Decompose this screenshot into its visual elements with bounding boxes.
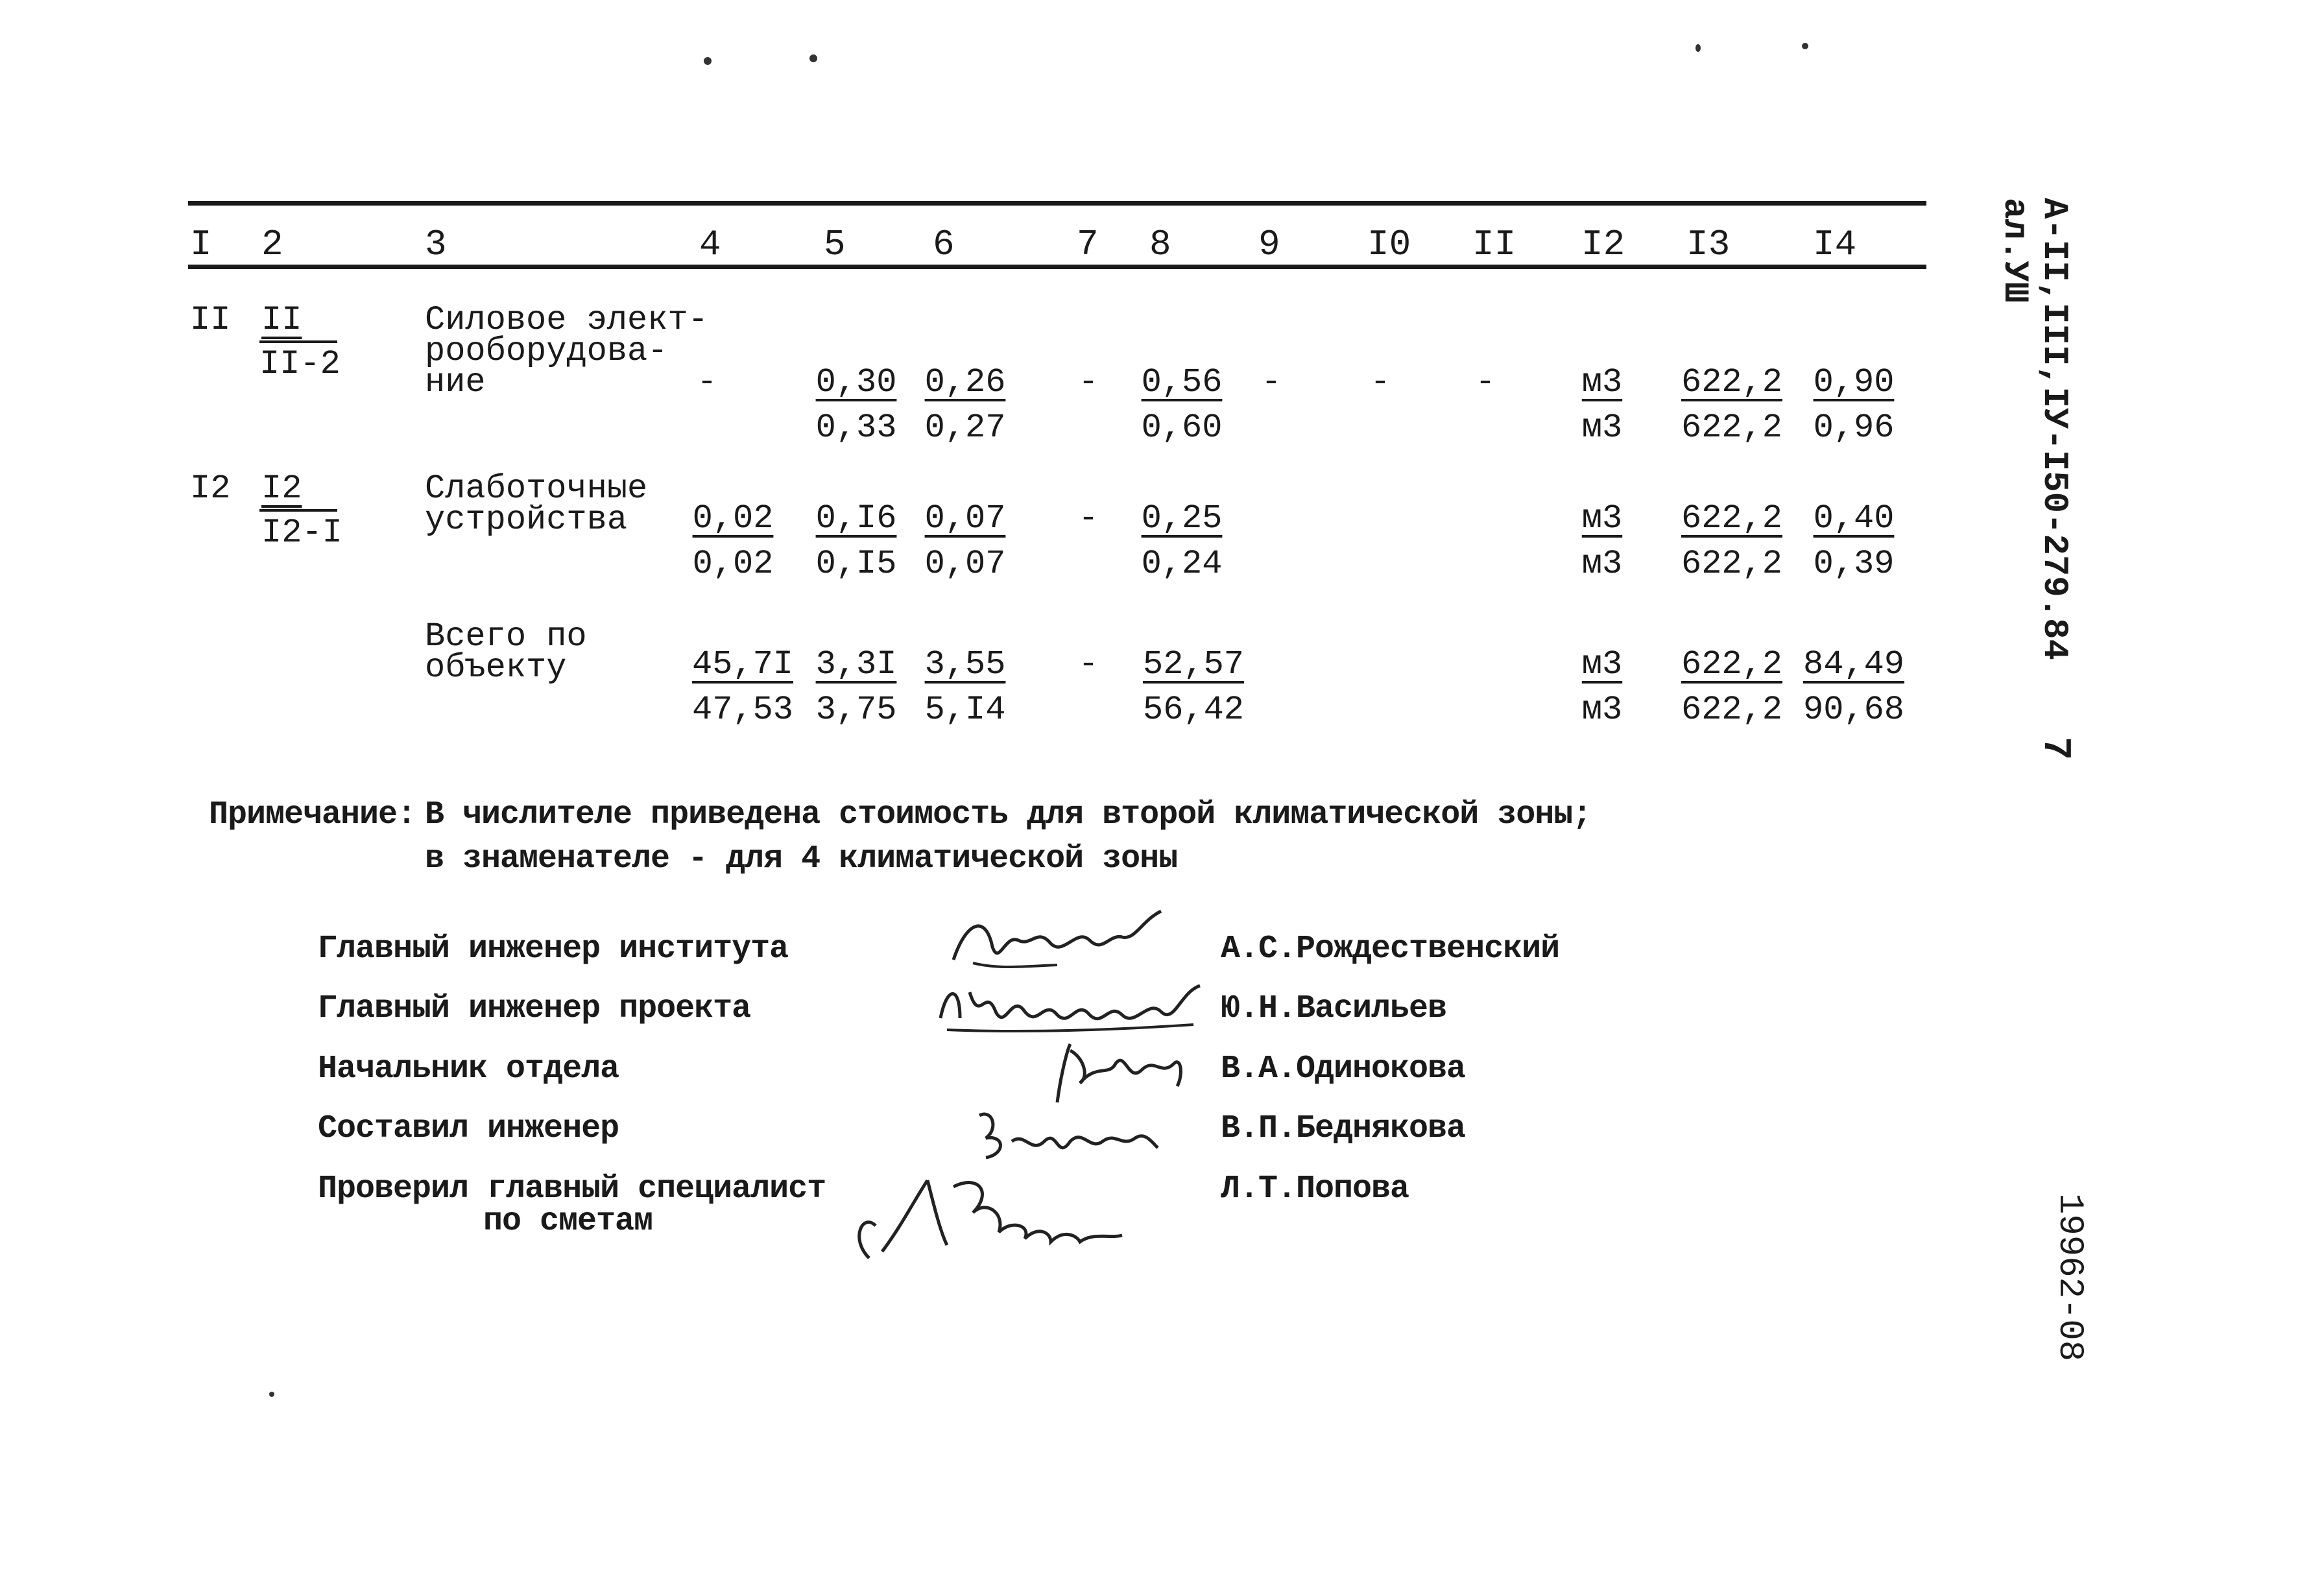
signature-scribble [934, 973, 1206, 1038]
table-top-rule [188, 201, 1926, 206]
signature-scribble [947, 908, 1180, 979]
signer-role: Главный инженер проекта [318, 990, 751, 1027]
item-name-line: рооборудова- [425, 332, 668, 370]
signature-scribble [1044, 1038, 1187, 1109]
cell-c6-den: 0,07 [924, 545, 1006, 583]
speck [704, 57, 712, 65]
col-12: I2 [1581, 224, 1625, 265]
cell-c13-num: 622,2 [1681, 363, 1783, 401]
cell-c14-num: 0,90 [1813, 363, 1895, 401]
code-top: II [261, 301, 302, 339]
cell-c5-den: 3,75 [815, 691, 897, 729]
col-6: 6 [933, 224, 955, 265]
cell-c12-den: м3 [1581, 409, 1623, 447]
side-code-line: А-II,III,IУ-I50-279.84 [2034, 198, 2074, 660]
cell-c6-den: 0,27 [924, 409, 1006, 447]
col-2: 2 [261, 224, 283, 265]
cell-c8-num: 52,57 [1142, 645, 1245, 684]
side-document-code [1995, 198, 2074, 660]
col-8: 8 [1149, 224, 1171, 265]
speck [809, 54, 817, 62]
cell-c5-num: 3,3I [815, 645, 897, 684]
cell-c4-num: 0,02 [692, 499, 774, 538]
note-label: Примечание: [209, 796, 416, 833]
cell-c12-num: м3 [1581, 499, 1623, 538]
cell-c6-num: 3,55 [924, 645, 1006, 684]
item-name-line: устройства [425, 501, 628, 539]
signer-role-cont: по сметам [483, 1203, 653, 1240]
cell-c5-num: 0,I6 [815, 499, 897, 538]
cell-c9: - [1261, 363, 1282, 401]
cell-c4-den: 47,53 [691, 691, 794, 729]
code-top: I2 [261, 470, 302, 508]
header-bottom-rule [188, 265, 1926, 269]
signer-name: В.А.Одинокова [1221, 1051, 1466, 1088]
signer-name: А.С.Рождественский [1221, 931, 1560, 968]
fraction-bar [259, 509, 337, 512]
cell-c4-den: 0,02 [692, 545, 774, 583]
signer-role: Главный инженер института [318, 931, 789, 968]
col-11: II [1472, 224, 1516, 265]
note-line: в знаменателе - для 4 климатической зоны [425, 840, 1178, 877]
cell-c5-num: 0,30 [815, 363, 897, 401]
row-number: II [190, 301, 231, 339]
speck [1802, 43, 1808, 49]
col-4: 4 [699, 224, 721, 265]
signer-role: Составил инженер [318, 1110, 619, 1147]
item-name-line: объекту [425, 648, 567, 687]
cell-c14-den: 0,96 [1813, 409, 1895, 447]
cell-c6-num: 0,26 [924, 363, 1006, 401]
cell-c5-den: 0,33 [815, 409, 897, 447]
cell-c14-den: 0,39 [1813, 545, 1895, 583]
speck [1695, 44, 1701, 52]
cell-c11: - [1475, 363, 1496, 401]
item-name-line: Слаботочные [425, 470, 648, 508]
cell-c6-num: 0,07 [924, 499, 1006, 538]
col-3: 3 [425, 224, 447, 265]
cell-c4-num: 45,7I [691, 645, 794, 684]
row-number: I2 [190, 470, 231, 508]
signature-scribble [966, 1102, 1161, 1167]
side-code-line: ал.УШ [1995, 198, 2034, 303]
cell-c13-num: 622,2 [1681, 645, 1783, 684]
cell-c7: - [1078, 645, 1099, 684]
col-1: I [190, 224, 212, 265]
inventory-number: 19962-08 [2050, 1193, 2089, 1362]
cell-c12-num: м3 [1581, 645, 1623, 684]
cell-c12-den: м3 [1581, 691, 1623, 729]
col-7: 7 [1077, 224, 1099, 265]
cell-c7: - [1078, 499, 1099, 538]
item-name-line: ние [425, 363, 486, 401]
cell-c13-den: 622,2 [1681, 409, 1783, 447]
signer-name: Л.Т.Попова [1221, 1171, 1409, 1207]
cell-c5-den: 0,I5 [815, 545, 897, 583]
cell-c4: - [697, 363, 717, 401]
col-14: I4 [1813, 224, 1857, 265]
note-line: В числителе приведена стоимость для второй климатической зоны; [425, 796, 1592, 833]
cell-c14-den: 90,68 [1803, 691, 1905, 729]
signature-scribble [843, 1161, 1142, 1265]
fraction-bar [259, 340, 337, 343]
cell-c6-den: 5,I4 [924, 691, 1006, 729]
code-bottom: II-2 [259, 345, 341, 383]
cell-c8-den: 56,42 [1142, 691, 1245, 729]
cell-c12-den: м3 [1581, 545, 1623, 583]
signer-role: Начальник отдела [318, 1051, 619, 1088]
cell-c8-den: 0,60 [1141, 409, 1223, 447]
speck [269, 1392, 274, 1397]
cell-c8-den: 0,24 [1141, 545, 1223, 583]
col-10: I0 [1367, 224, 1411, 265]
cell-c14-num: 0,40 [1813, 499, 1895, 538]
cell-c8-num: 0,25 [1141, 499, 1223, 538]
col-5: 5 [824, 224, 846, 265]
cell-c13-den: 622,2 [1681, 545, 1783, 583]
signer-name: Ю.Н.Васильев [1221, 990, 1447, 1027]
cell-c13-num: 622,2 [1681, 499, 1783, 538]
col-13: I3 [1686, 224, 1731, 265]
cell-c10: - [1370, 363, 1391, 401]
item-name-line: Силовое элект- [425, 301, 708, 339]
item-name-line: Всего по [425, 617, 587, 656]
page-number: 7 [2033, 736, 2078, 761]
cell-c8-num: 0,56 [1141, 363, 1223, 401]
signer-name: В.П.Беднякова [1221, 1110, 1466, 1147]
cell-c13-den: 622,2 [1681, 691, 1783, 729]
code-bottom: I2-I [261, 514, 342, 552]
col-9: 9 [1258, 224, 1280, 265]
cell-c7: - [1078, 363, 1099, 401]
signer-role: Проверил главный специалист [318, 1171, 826, 1207]
cell-c12-num: м3 [1581, 363, 1623, 401]
cell-c14-num: 84,49 [1803, 645, 1905, 684]
